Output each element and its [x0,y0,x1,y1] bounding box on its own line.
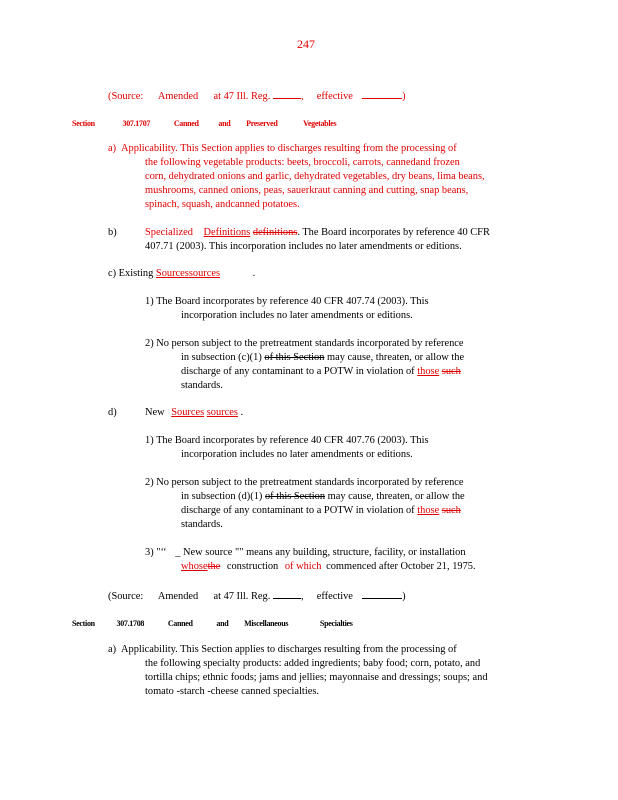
period: . [240,407,244,418]
para-c-heading [108,268,255,280]
source-comma: , [300,591,304,602]
text: New [145,407,165,418]
source-note-1 [108,89,406,103]
para-c-item2-line2 [181,352,464,364]
text: construction [226,561,279,572]
para-d-item2-line2 [181,491,465,503]
definitions-deleted: definitions [252,227,298,238]
effective-blank [362,89,402,99]
para-a-line: spinach, squash, andcanned potatoes. [145,199,300,210]
register-blank [273,89,301,99]
section-heading-1708 [72,618,353,630]
source-close: ) [402,91,406,102]
section-title-word: Canned [173,119,199,128]
source-comma: , [300,91,304,102]
para-c-item1-line2: incorporation includes no later amendments or editions. [181,310,413,321]
effective-blank [362,589,402,599]
sources-deleted-lowercase: sources [188,268,220,279]
source-label: (Source: [108,91,144,102]
source-register: at 47 Ill. Reg. [213,91,271,102]
inserted-text: those [417,366,440,377]
para-a-label: a) [108,143,117,154]
para-a-line: corn, dehydrated onions and garlic, dehydrated vegetables, dry beans, lima beans, [145,171,485,182]
sources-deleted-lowercase: sources [206,407,238,418]
text: may cause, threaten, or allow the [327,352,465,363]
deleted-text: such [441,505,461,516]
para-d-item2-line3 [181,505,461,517]
period: . [252,268,256,279]
text: in subsection (c)(1) [181,352,262,363]
source-effective: effective [316,591,353,602]
deleted-text: of this Section [264,352,325,363]
text: _ New source "" means any building, structure, facility, or installation [175,547,466,558]
inserted-text: of which [284,561,322,572]
para-b-label: b) [108,227,117,238]
definitions-insert: Definitions [203,227,251,238]
section-title-word: Canned [167,619,193,628]
para-c-item2-line3 [181,366,461,378]
sources-insert: Sources [171,407,205,418]
source-amended: Amended [157,591,199,602]
deleted-text: the [207,561,221,572]
text: in subsection (d)(1) [181,491,263,502]
para-a2-line: the following specialty products: added ingredients; baby food; corn, potato, and [145,658,481,669]
para-d-item1-line2: incorporation includes no later amendments or editions. [181,449,413,460]
section-number: 307.1708 [116,619,145,628]
inserted-text: whose [181,561,208,572]
para-d-item1-line1: 1) The Board incorporates by reference 40 CFR 407.76 (2003). This [145,435,429,446]
section-title-word: and [216,619,229,628]
text: 3) "‘‘ [145,547,167,558]
section-title-word: Vegetables [303,119,337,128]
para-b-line2: 407.71 (2003). This incorporation includes no later amendments or editions. [145,241,462,252]
section-number: 307.1707 [122,119,151,128]
para-d-heading [145,407,243,419]
source-amended: Amended [157,91,199,102]
sources-insert: Sources [155,268,189,279]
section-word: Section [72,619,95,628]
para-d-item3-line2 [181,561,476,573]
inserted-text: those [417,505,440,516]
section-word: Section [72,119,95,128]
para-a-line: mushrooms, canned onions, peas, sauerkraut canning and cutting, snap beans, [145,185,469,196]
para-a2-line: tomato -starch -cheese canned specialties. [145,686,319,697]
para-a2-label: a) [108,644,117,655]
para-d-item2-line1: 2) No person subject to the pretreatment standards incorporated by reference [145,477,464,488]
para-a2-line: Applicability. This Section applies to discharges resulting from the processing of [121,644,457,655]
para-d-item2-line4: standards. [181,519,223,530]
source-note-2 [108,589,406,603]
section-heading-1707 [72,118,336,130]
source-effective: effective [316,91,353,102]
para-c-item2-line1: 2) No person subject to the pretreatment standards incorporated by reference [145,338,464,349]
para-c-item1-line1: 1) The Board incorporates by reference 40 CFR 407.74 (2003). This [145,296,429,307]
para-b-text: . The Board incorporates by reference 40 CFR [297,227,490,238]
text: discharge of any contaminant to a POTW in violation of [181,366,415,377]
section-title-word: Specialties [319,619,353,628]
para-b-line1 [145,227,490,239]
deleted-text: of this Section [264,491,326,502]
para-c-label: c) Existing [108,268,154,279]
page-number: 247 [297,37,315,51]
para-d-item3-line1 [145,547,466,559]
register-blank [273,589,301,599]
text: may cause, threaten, or allow the [327,491,465,502]
para-a-line: Applicability. This Section applies to discharges resulting from the processing of [121,143,457,154]
source-close: ) [402,591,406,602]
deleted-text: such [441,366,461,377]
para-a-line: the following vegetable products: beets, broccoli, carrots, cannedand frozen [145,157,460,168]
source-register: at 47 Ill. Reg. [213,591,271,602]
section-title-word: and [218,119,231,128]
source-label: (Source: [108,591,144,602]
text: commenced after October 21, 1975. [326,561,476,572]
text: discharge of any contaminant to a POTW in violation of [181,505,415,516]
section-title-word: Preserved [246,119,278,128]
para-a2-line: tortilla chips; ethnic foods; jams and jellies; mayonnaise and dressings; soups; and [145,672,488,683]
specialized-insert: Specialized [145,227,193,238]
section-title-word: Miscellaneous [244,619,289,628]
para-c-item2-line4: standards. [181,380,223,391]
para-d-label: d) [108,407,117,418]
